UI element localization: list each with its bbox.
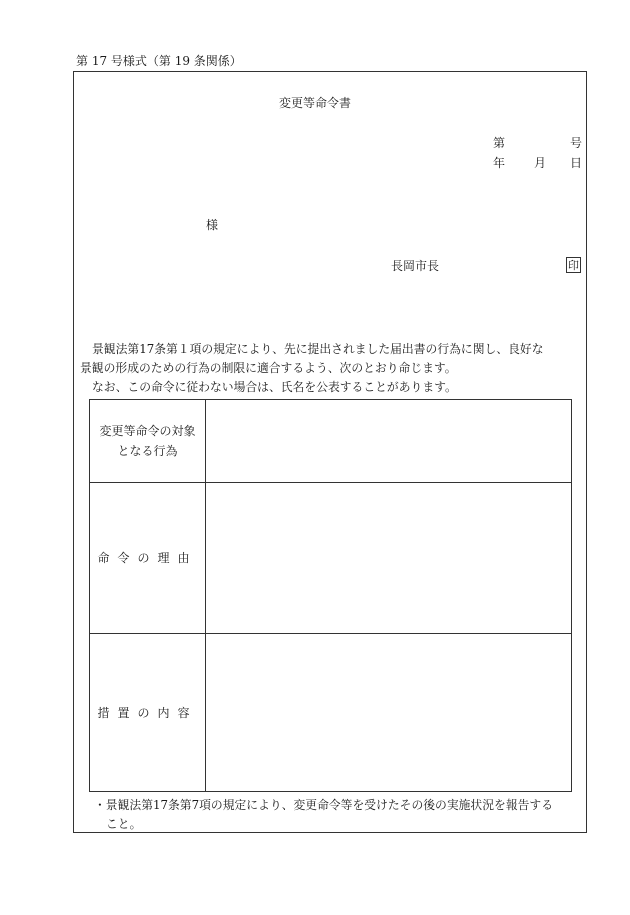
table-row-measures xyxy=(90,634,571,791)
date-year-label: 年 xyxy=(493,156,506,170)
body-line-3: なお、この命令に従わない場合は、氏名を公表することがあります。 xyxy=(92,380,457,394)
body-line-1: 景観法第17条第１項の規定により、先に提出されました届出書の行為に関し、良好な xyxy=(92,342,544,356)
row-label-line-2: となる行為 xyxy=(117,444,178,458)
row-label-target-action xyxy=(90,400,206,482)
document-title: 変更等命令書 xyxy=(278,96,351,110)
order-details-table xyxy=(89,399,572,792)
issuer-name: 長岡市長 xyxy=(391,259,440,273)
form-number-label: 第 17 号様式（第 19 条関係） xyxy=(76,54,242,68)
footnote-line-2: こと。 xyxy=(106,817,142,831)
date-month-label: 月 xyxy=(534,156,547,170)
row-label-order-reason: 命令の理由 xyxy=(90,482,206,633)
footnote xyxy=(94,796,586,834)
document-number-suffix: 号 xyxy=(570,136,583,150)
row-label-measures: 措置の内容 xyxy=(90,634,206,791)
footnote-line-1: ・景観法第17条第7項の規定により、変更命令等を受けたその後の実施状況を報告する xyxy=(94,798,554,812)
addressee-honorific: 様 xyxy=(206,218,219,232)
table-row-target-action xyxy=(90,400,571,483)
seal-stamp-box: 印 xyxy=(568,259,579,272)
target-action-field[interactable] xyxy=(206,400,571,482)
measures-field[interactable] xyxy=(206,634,571,791)
order-reason-field[interactable] xyxy=(206,482,571,633)
table-row-order-reason xyxy=(90,482,571,634)
document-number-prefix: 第 xyxy=(493,136,506,150)
row-label-line-1: 変更等命令の対象 xyxy=(99,424,196,438)
body-paragraph xyxy=(80,340,586,397)
body-line-2: 景観の形成のための行為の制限に適合するよう、次のとおり命じます。 xyxy=(80,361,457,375)
date-day-label: 日 xyxy=(570,156,583,170)
